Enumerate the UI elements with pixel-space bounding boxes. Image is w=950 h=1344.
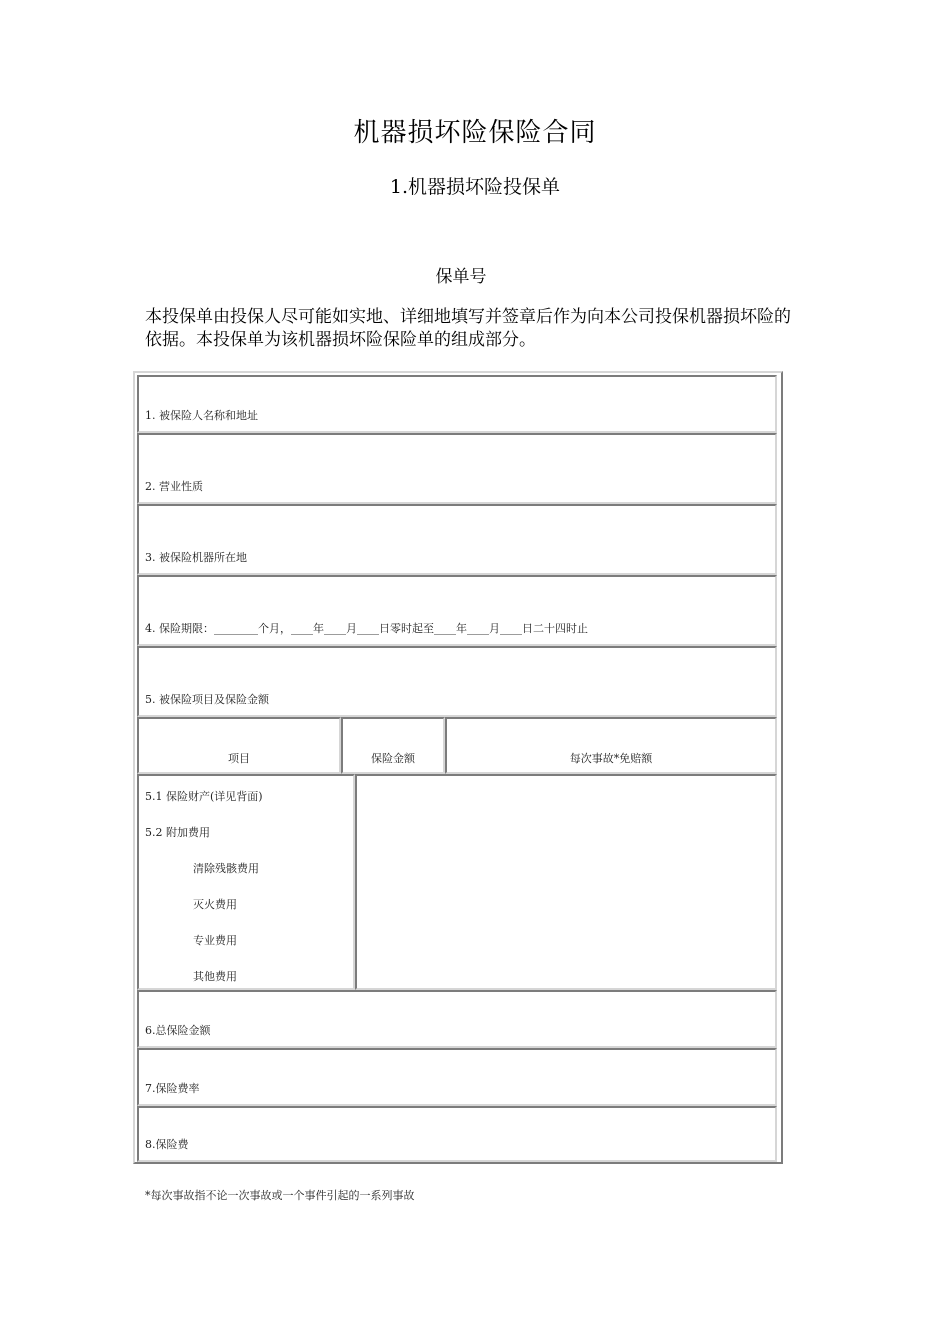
row-business-nature-label: 2. 营业性质 (145, 480, 203, 493)
row-premium-rate[interactable] (137, 1048, 777, 1106)
footnote: *每次事故指不论一次事故或一个事件引起的一系列事故 (145, 1189, 415, 1202)
application-form-table (133, 371, 783, 1164)
item-firefighting: 灭火费用 (193, 898, 237, 911)
item-debris-removal: 清除残骸费用 (193, 862, 259, 875)
item-professional-fees: 专业费用 (193, 934, 237, 947)
row-machinery-location-label: 3. 被保险机器所在地 (145, 551, 247, 564)
document-title: 机器损坏险保险合同 (353, 118, 597, 148)
items-list-cell (137, 774, 355, 990)
header-item (137, 717, 341, 774)
row-premium-label: 8.保险费 (145, 1138, 189, 1151)
items-amount-cell[interactable] (355, 774, 777, 990)
row-insurance-period[interactable] (137, 575, 777, 646)
row-total-sum-insured-label: 6.总保险金额 (145, 1024, 211, 1037)
header-deductible (445, 717, 777, 774)
row-premium[interactable] (137, 1106, 777, 1162)
row-machinery-location[interactable] (137, 504, 777, 575)
item-additional-costs: 5.2 附加费用 (145, 826, 210, 839)
row-business-nature[interactable] (137, 433, 777, 504)
document-subtitle: 1.机器损坏险投保单 (389, 176, 561, 198)
row-total-sum-insured[interactable] (137, 990, 777, 1048)
header-sum-insured (341, 717, 445, 774)
row-insured-name-address-label: 1. 被保险人名称和地址 (145, 409, 258, 422)
item-other-costs: 其他费用 (193, 970, 237, 983)
row-insured-items (137, 646, 777, 717)
policy-number-label: 保单号 (435, 267, 487, 287)
row-premium-rate-label: 7.保险费率 (145, 1082, 200, 1095)
intro-paragraph: 本投保单由投保人尽可能如实地、详细地填写并签章后作为向本公司投保机器损坏险的依据。本投保单为该机器损坏险保险单的组成部分。 (145, 307, 791, 350)
header-item-label: 项目 (228, 752, 250, 765)
row-insured-name-address[interactable] (137, 375, 777, 433)
header-deductible-label: 每次事故*免赔额 (569, 752, 653, 765)
header-sum-insured-label: 保险金额 (371, 752, 415, 765)
item-insured-property: 5.1 保险财产(详见背面) (145, 790, 263, 803)
row-insurance-period-label: 4. 保险期限：________个月，____年____月____日零时起至____年____月____日二十四时止 (145, 622, 588, 635)
row-insured-items-label: 5. 被保险项目及保险金额 (145, 693, 269, 706)
